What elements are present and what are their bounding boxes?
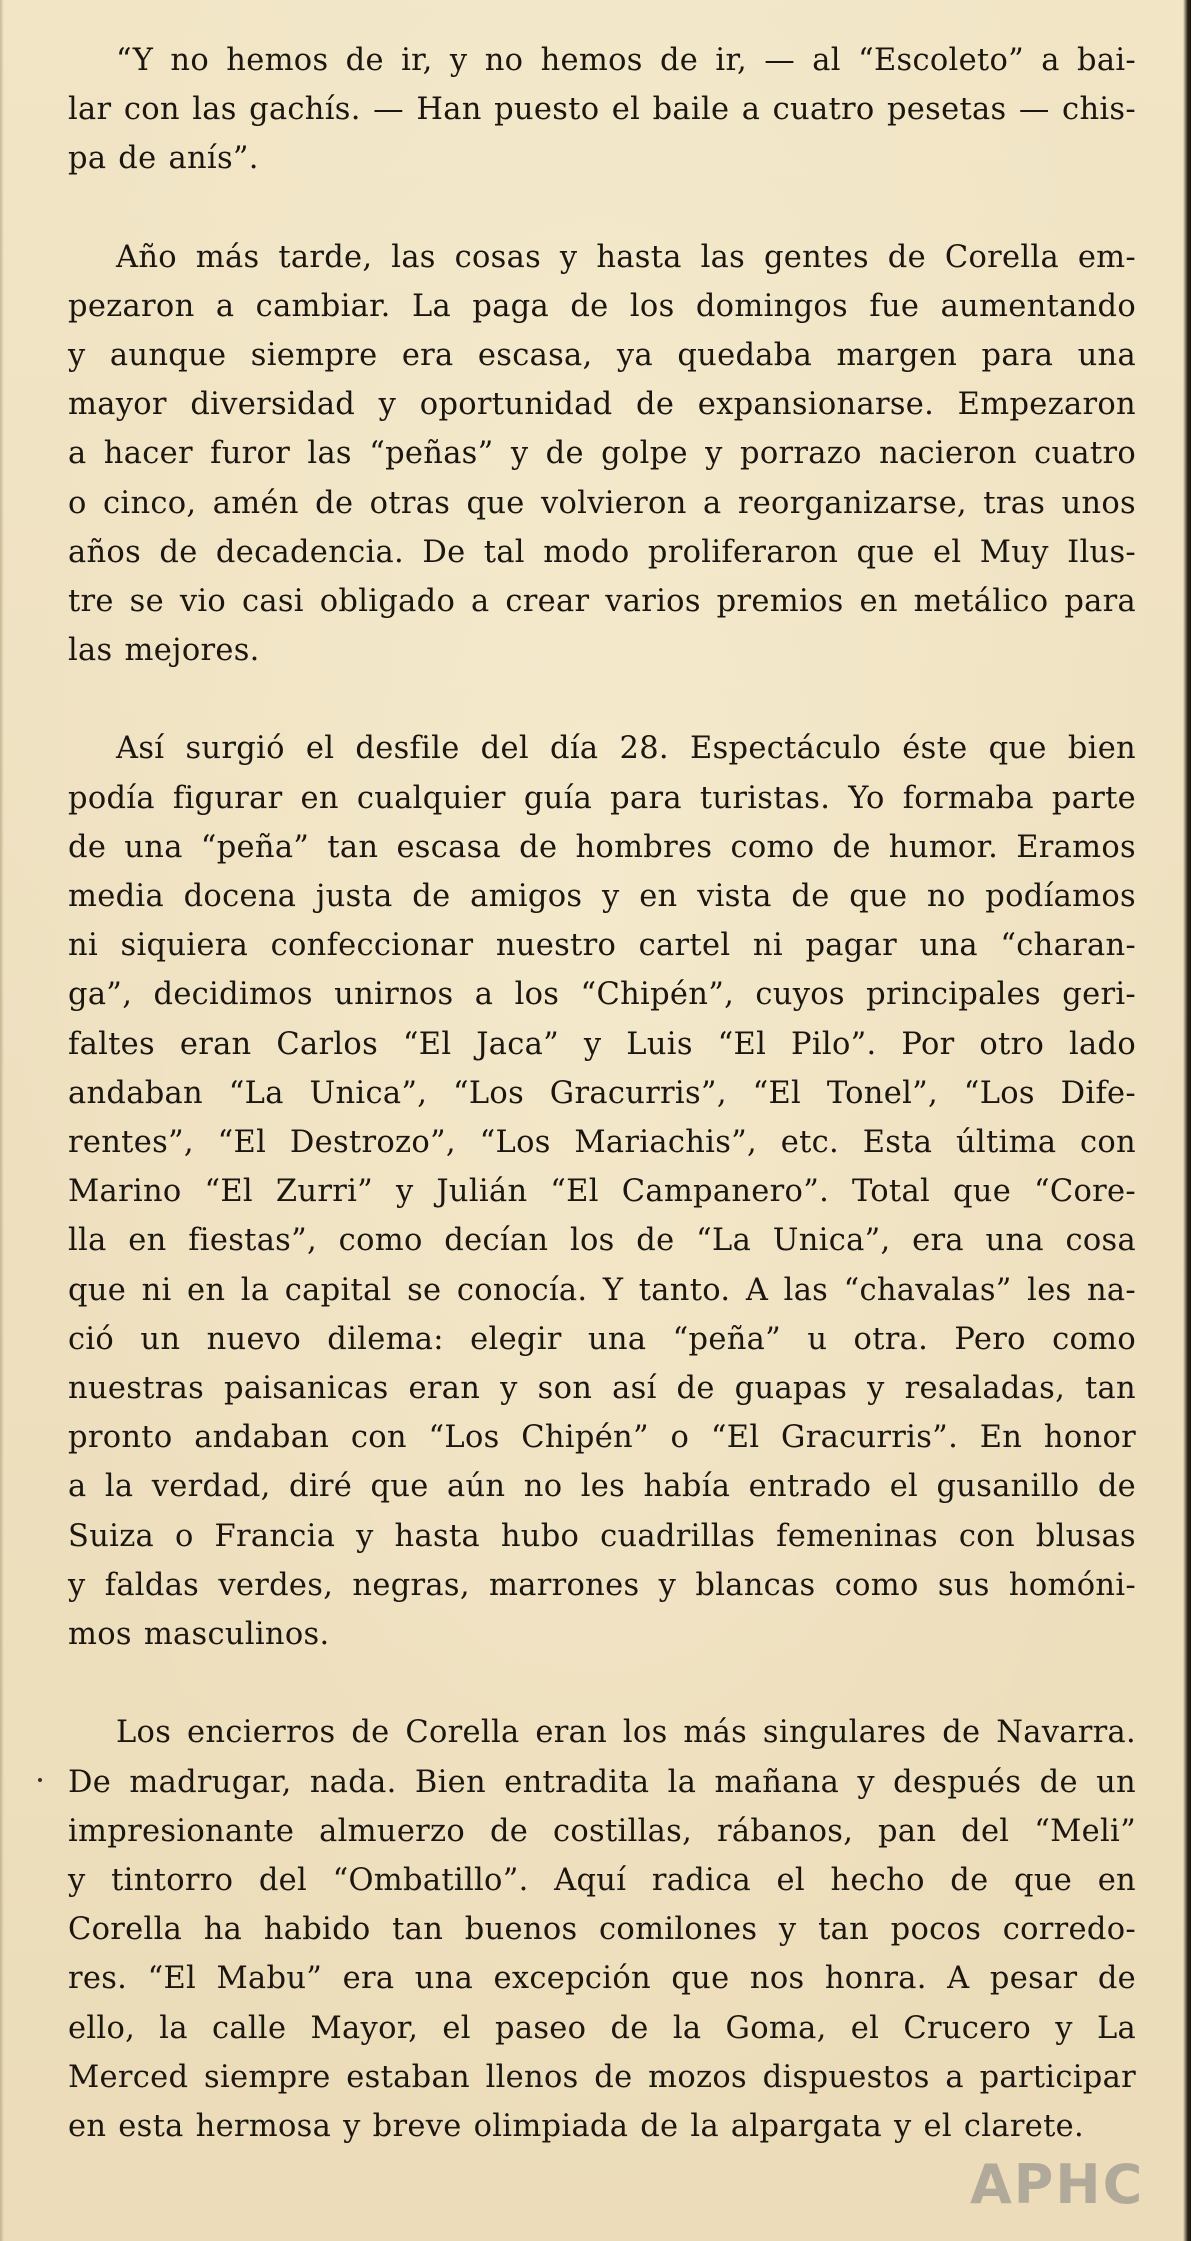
text-line: lla en fiestas”, como decían los de “La Unica”, era una cosa	[68, 1223, 1136, 1259]
text-line: Corella ha habido tan buenos comilones y tan pocos corredo-	[68, 1912, 1136, 1948]
text-line: nuestras paisanicas eran y son así de guapas y resaladas, tan	[68, 1371, 1136, 1407]
paragraph	[68, 1708, 1136, 2151]
text-line: lar con las gachís. — Han puesto el baile a cuatro pesetas — chis-	[68, 92, 1136, 128]
text-line: Suiza o Francia y hasta hubo cuadrillas femeninas con blusas	[68, 1518, 1136, 1554]
text-line: a la verdad, diré que aún no les había entrado el gusanillo de	[68, 1469, 1136, 1505]
text-line: mayor diversidad y oportunidad de expansionarse. Empezaron	[68, 387, 1136, 423]
text-line: y aunque siempre era escasa, ya quedaba margen para una	[68, 338, 1136, 374]
text-line: a hacer furor las “peñas” y de golpe y porrazo nacieron cuatro	[68, 436, 1136, 472]
text-line: que ni en la capital se conocía. Y tanto. A las “chavalas” les na-	[68, 1272, 1136, 1308]
text-line: en esta hermosa y breve olimpiada de la alpargata y el clarete.	[68, 2108, 1084, 2144]
text-line: Año más tarde, las cosas y hasta las gentes de Corella em-	[116, 239, 1136, 275]
ink-speck	[38, 1778, 42, 1782]
text-line: media docena justa de amigos y en vista de que no podíamos	[68, 879, 1136, 915]
text-line: mos masculinos.	[68, 1617, 330, 1653]
text-line: ga”, decidimos unirnos a los “Chipén”, cuyos principales geri-	[68, 977, 1136, 1013]
text-line: Así surgió el desfile del día 28. Espectáculo éste que bien	[116, 731, 1136, 767]
text-line: ció un nuevo dilema: elegir una “peña” u otra. Pero como	[68, 1321, 1136, 1357]
text-line: andaban “La Unica”, “Los Gracurris”, “El Tonel”, “Los Dife-	[68, 1075, 1136, 1111]
text-line: o cinco, amén de otras que volvieron a reorganizarse, tras unos	[68, 485, 1136, 521]
text-line: res. “El Mabu” era una excepción que nos honra. A pesar de	[68, 1961, 1136, 1997]
text-line: rentes”, “El Destrozo”, “Los Mariachis”, etc. Esta última con	[68, 1125, 1136, 1161]
text-line: años de decadencia. De tal modo proliferaron que el Muy Ilus-	[68, 534, 1136, 570]
text-line: De madrugar, nada. Bien entradita la mañana y después de un	[68, 1764, 1136, 1800]
text-line: Los encierros de Corella eran los más singulares de Navarra.	[116, 1715, 1136, 1751]
text-line: Marino “El Zurri” y Julián “El Campanero”. Total que “Core-	[68, 1174, 1136, 1210]
text-line: ni siquiera confeccionar nuestro cartel ni pagar una “charan-	[68, 928, 1136, 964]
text-line: y faldas verdes, negras, marrones y blancas como sus homóni-	[68, 1567, 1136, 1603]
text-line: las mejores.	[68, 633, 260, 669]
text-line: pezaron a cambiar. La paga de los domingos fue aumentando	[68, 288, 1136, 324]
body-text	[68, 36, 1136, 2151]
text-line: pronto andaban con “Los Chipén” o “El Gracurris”. En honor	[68, 1420, 1136, 1456]
paragraph	[68, 724, 1136, 1659]
text-line: de una “peña” tan escasa de hombres como de humor. Eramos	[68, 829, 1136, 865]
text-line: faltes eran Carlos “El Jaca” y Luis “El Pilo”. Por otro lado	[68, 1026, 1136, 1062]
text-line: tre se vio casi obligado a crear varios premios en metálico para	[68, 584, 1136, 620]
page-left-shadow	[0, 0, 4, 2241]
paragraph	[68, 36, 1136, 184]
archive-watermark: APHC	[970, 2153, 1145, 2216]
text-line: Merced siempre estaban llenos de mozos dispuestos a participar	[68, 2059, 1136, 2095]
page-right-edge	[1183, 0, 1191, 2241]
text-line: ello, la calle Mayor, el paseo de la Goma, el Crucero y La	[68, 2010, 1136, 2046]
text-line: y tintorro del “Ombatillo”. Aquí radica el hecho de que en	[68, 1862, 1136, 1898]
text-line: impresionante almuerzo de costillas, rábanos, pan del “Meli”	[68, 1813, 1136, 1849]
text-line: podía figurar en cualquier guía para turistas. Yo formaba parte	[68, 780, 1136, 816]
text-line: pa de anís”.	[68, 141, 259, 177]
text-line: “Y no hemos de ir, y no hemos de ir, — al “Escoleto” a bai-	[116, 43, 1136, 78]
paragraph	[68, 233, 1136, 676]
